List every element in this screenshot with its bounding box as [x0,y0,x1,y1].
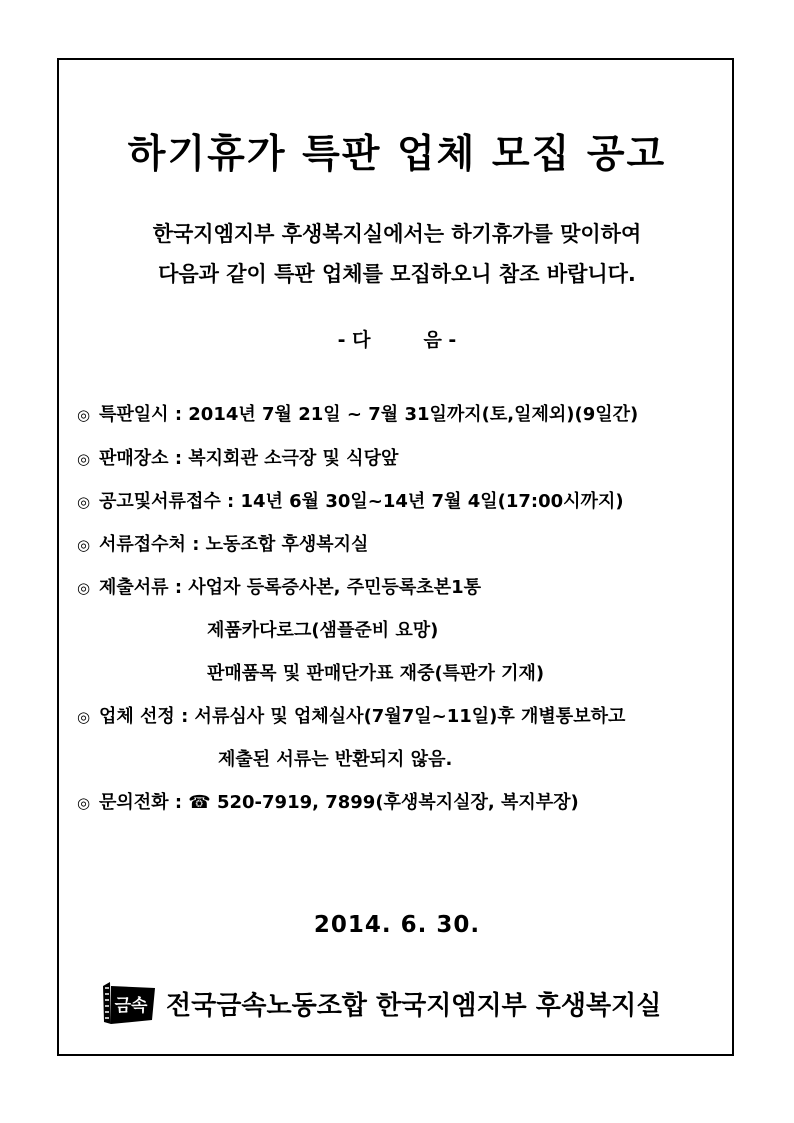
item-required-documents [77,573,481,599]
item-contact-phone [77,788,579,814]
union-emblem-icon [100,980,158,1026]
item-application-period [77,487,624,513]
footer-signature [100,980,661,1026]
bullet-icon: ◎ [77,579,91,597]
item-submission-place [77,530,368,556]
bullet-icon: ◎ [77,493,91,511]
item-text: 공고및서류접수 : 14년 6월 30일~14년 7월 4일(17:00시까지) [99,491,624,512]
intro-line-1: 한국지엠지부 후생복지실에서는 하기휴가를 맞이하여 [152,222,642,246]
svg-text:금속: 금속 [114,996,148,1016]
item-text: 특판일시 : 2014년 7월 21일 ~ 7월 31일까지(토,일제외)(9일간) [99,404,639,425]
intro-line-2: 다음과 같이 특판 업체를 모집하오니 참조 바랍니다. [158,262,636,286]
required-documents-line-3: 판매품목 및 판매단가표 재중(특판가 기재) [207,663,545,684]
organization-name: 전국금속노동조합 한국지엠지부 후생복지실 [166,990,662,1021]
notice-date: 2014. 6. 30. [313,912,481,938]
bullet-icon: ◎ [77,794,91,812]
bullet-icon: ◎ [77,450,91,468]
bullet-icon: ◎ [77,406,91,424]
item-vendor-selection [77,702,625,728]
bullet-icon: ◎ [77,708,91,726]
item-text: 제출서류 : 사업자 등록증사본, 주민등록초본1통 [99,577,481,598]
notice-title: 하기휴가 특판 업체 모집 공고 [127,132,667,177]
required-documents-line-2: 제품카다로그(샘플준비 요망) [207,620,439,641]
section-heading: - 다 음 - [337,329,457,351]
item-sale-period [77,400,638,426]
vendor-selection-line-2: 제출된 서류는 반환되지 않음. [218,749,453,770]
bullet-icon: ◎ [77,536,91,554]
notice-border [57,58,734,1056]
item-text: 서류접수처 : 노동조합 후생복지실 [99,534,369,555]
item-sale-location [77,444,398,470]
item-text: 판매장소 : 복지회관 소극장 및 식당앞 [99,448,399,469]
item-text: 업체 선정 : 서류심사 및 업체실사(7월7일~11일)후 개별통보하고 [99,706,626,727]
item-text: 문의전화 : ☎ 520-7919, 7899(후생복지실장, 복지부장) [99,792,579,813]
